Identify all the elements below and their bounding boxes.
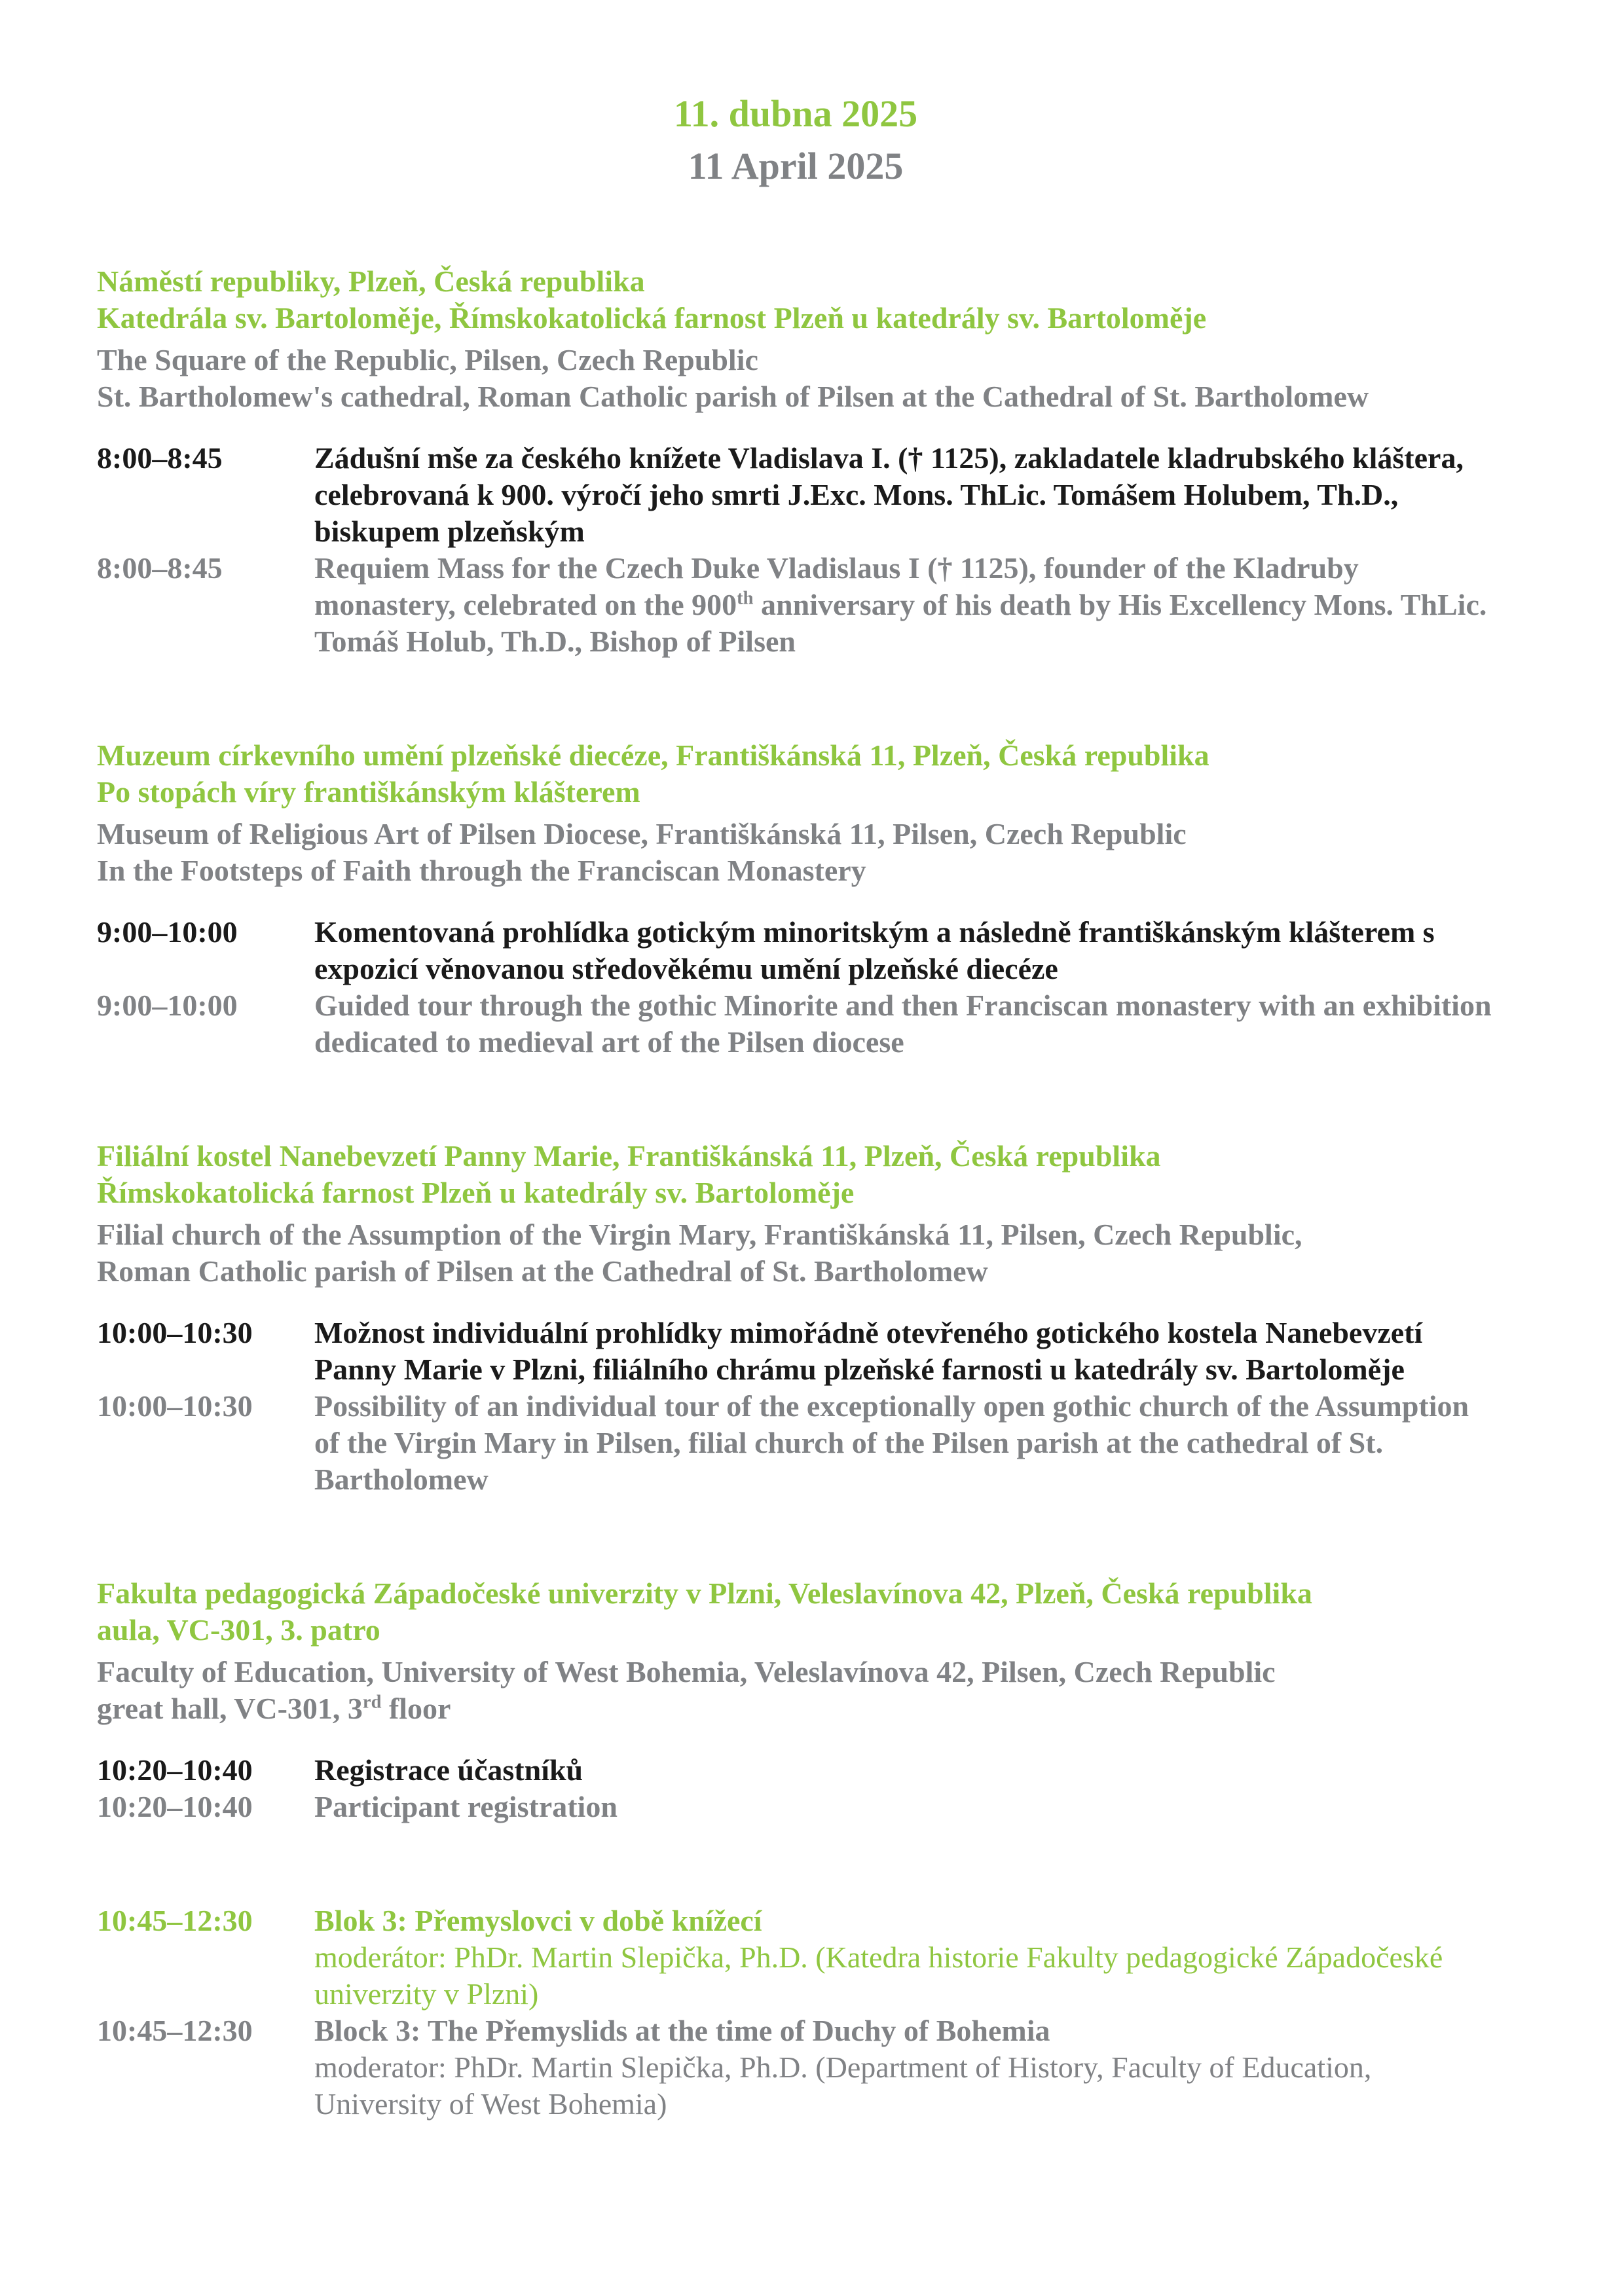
event-guided-tour: [97, 914, 1494, 1061]
section-filial-church: [97, 1138, 1494, 1498]
venue-line-en: Filial church of the Assumption of the Virgin Mary, Františkánská 11, Pilsen, Czech Republic,: [97, 1218, 1302, 1251]
event-time-en: 8:00–8:45: [97, 551, 223, 585]
event-block3: [97, 1903, 1494, 2123]
venue-line-en: Faculty of Education, University of West Bohemia, Veleslavínova 42, Pilsen, Czech Republic: [97, 1655, 1276, 1688]
event-description-cs: Komentovaná prohlídka gotickým minoritským a následně františkánským klášterem s expozicí věnovanou středověkému umění plzeňské diecéze: [314, 915, 1435, 985]
block-title-cs: Blok 3: Přemyslovci v době knížecí: [314, 1904, 762, 1937]
event-description-en-part: anniversary of his death by His Excellency Mons. ThLic. Tomáš Holub, Th.D., Bishop of Pilsen: [314, 588, 1487, 658]
event-registration: [97, 1752, 1494, 1825]
venue-line-en: St. Bartholomew's cathedral, Roman Catholic parish of Pilsen at the Cathedral of St. Bartholomew: [97, 380, 1369, 413]
venue-line-en: Roman Catholic parish of Pilsen at the Cathedral of St. Bartholomew: [97, 1254, 988, 1288]
event-description-cs: Zádušní mše za českého knížete Vladislava I. († 1125), zakladatele kladrubského kláštera, celebrovaná k 900. výročí jeho smrti J.Exc. Mons. ThLic. Tomášem Holubem, Th.D., biskupem plzeňským: [314, 441, 1464, 548]
ordinal-suffix: th: [737, 588, 754, 609]
venue-line-en: [97, 1690, 1494, 1727]
event-time-en: 10:00–10:30: [97, 1389, 253, 1423]
event-description-cs: Možnost individuální prohlídky mimořádně otevřeného gotického kostela Nanebevzetí Panny Marie v Plzni, filiálního chrámu plzeňské farnosti u katedrály sv. Bartoloměje: [314, 1316, 1423, 1386]
section-faculty: [97, 1575, 1494, 2123]
venue-line-en: Museum of Religious Art of Pilsen Diocese, Františkánská 11, Pilsen, Czech Republic: [97, 817, 1187, 850]
venue-line-cs: Náměstí republiky, Plzeň, Česká republika: [97, 264, 645, 298]
event-description-cs: Registrace účastníků: [314, 1753, 583, 1787]
venue-line-en: The Square of the Republic, Pilsen, Czech Republic: [97, 343, 758, 376]
event-time-cs: 8:00–8:45: [97, 441, 223, 475]
event-description-en: [314, 550, 1494, 660]
event-description-en-part: Requiem Mass for the Czech Duke Vladislaus I († 1125), founder of the Kladruby monastery, celebrated on the 900: [314, 551, 1359, 621]
venue-heading: [97, 1138, 1494, 1290]
event-time-en: 10:20–10:40: [97, 1790, 253, 1823]
date-title-en: 11 April 2025: [688, 145, 904, 187]
document-header: [97, 88, 1494, 192]
venue-heading: [97, 1575, 1494, 1727]
event-time-en: 9:00–10:00: [97, 989, 238, 1022]
section-square-republic: [97, 263, 1494, 660]
event-time-cs: 9:00–10:00: [97, 915, 238, 949]
block-title-en: Block 3: The Přemyslids at the time of Duchy of Bohemia: [314, 2014, 1050, 2047]
section-museum: [97, 737, 1494, 1061]
event-time-cs: 10:00–10:30: [97, 1316, 253, 1349]
venue-heading: [97, 263, 1494, 415]
block-moderator-en: moderator: PhDr. Martin Slepička, Ph.D. (Department of History, Faculty of Education, University of West Bohemia): [314, 2050, 1372, 2121]
event-description-en: Participant registration: [314, 1790, 618, 1823]
event-time-en: 10:45–12:30: [97, 2014, 253, 2047]
event-time-cs: 10:20–10:40: [97, 1753, 253, 1787]
event-description-en: Guided tour through the gothic Minorite and then Franciscan monastery with an exhibition dedicated to medieval art of the Pilsen diocese: [314, 989, 1492, 1059]
block-description-en: [314, 2013, 1494, 2123]
event-description-en: Possibility of an individual tour of the exceptionally open gothic church of the Assumption of the Virgin Mary in Pilsen, filial church of the Pilsen parish at the cathedral of St. Bartholomew: [314, 1389, 1469, 1496]
venue-line-cs: Fakulta pedagogická Západočeské univerzity v Plzni, Veleslavínova 42, Plzeň, Česká republika: [97, 1576, 1312, 1610]
venue-line-cs: aula, VC-301, 3. patro: [97, 1613, 380, 1647]
event-individual-tour: [97, 1315, 1494, 1498]
venue-line-en-part: great hall, VC-301, 3: [97, 1692, 363, 1725]
venue-line-en-part: floor: [381, 1692, 451, 1725]
venue-line-cs: Katedrála sv. Bartoloměje, Římskokatolická farnost Plzeň u katedrály sv. Bartoloměje: [97, 301, 1207, 335]
venue-line-cs: Muzeum církevního umění plzeňské diecéze, Františkánská 11, Plzeň, Česká republika: [97, 738, 1209, 772]
venue-heading: [97, 737, 1494, 889]
ordinal-suffix: rd: [362, 1692, 382, 1713]
venue-line-en: In the Footsteps of Faith through the Franciscan Monastery: [97, 854, 866, 887]
venue-line-cs: Filiální kostel Nanebevzetí Panny Marie, Františkánská 11, Plzeň, Česká republika: [97, 1139, 1161, 1173]
block-moderator-cs: moderátor: PhDr. Martin Slepička, Ph.D. (Katedra historie Fakulty pedagogické Západočeské univerzity v Plzni): [314, 1941, 1443, 2011]
date-title-cs: 11. dubna 2025: [673, 92, 918, 135]
event-requiem-mass: [97, 440, 1494, 660]
event-time-cs: 10:45–12:30: [97, 1904, 253, 1937]
venue-line-cs: Římskokatolická farnost Plzeň u katedrály sv. Bartoloměje: [97, 1176, 855, 1209]
venue-line-cs: Po stopách víry františkánským klášterem: [97, 775, 640, 809]
block-description-cs: [314, 1903, 1494, 2013]
